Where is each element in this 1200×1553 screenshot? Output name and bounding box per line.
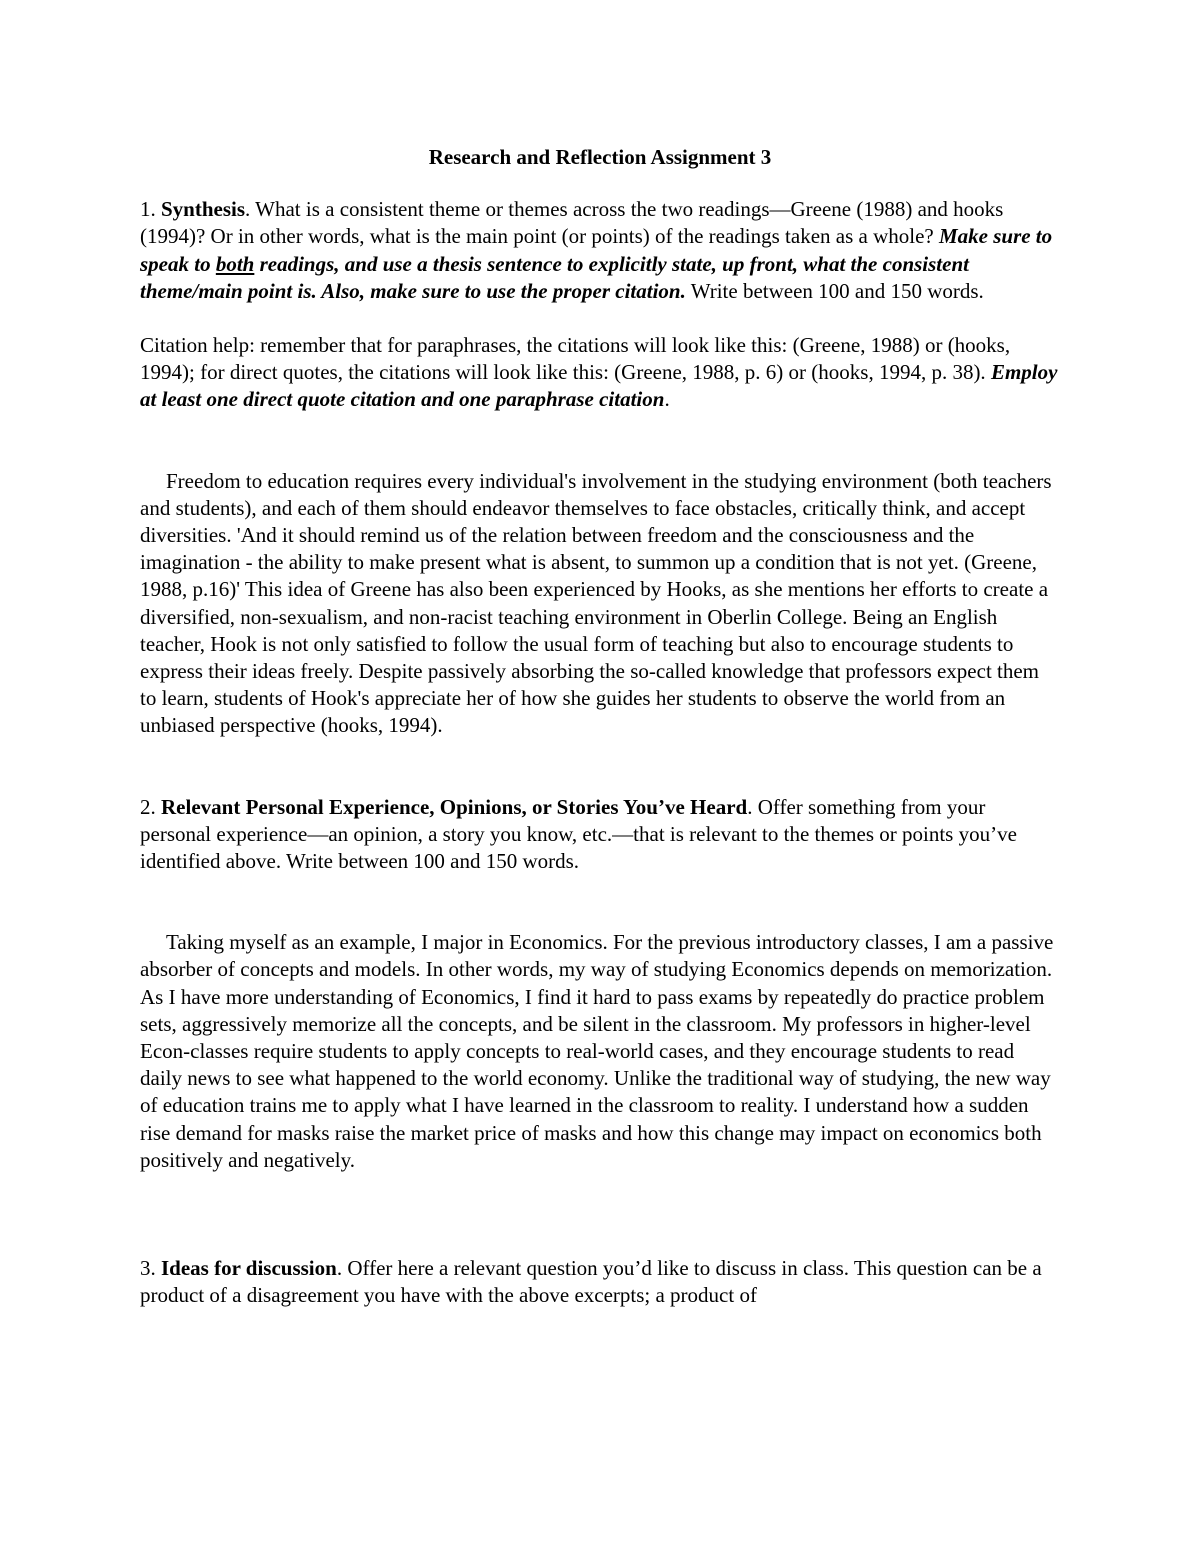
question-1-number: 1.: [140, 197, 156, 222]
question-2-number: 2.: [140, 794, 156, 819]
question-2-heading: Relevant Personal Experience, Opinions, or Stories You’ve Heard: [161, 794, 748, 819]
answer-2-paragraph: Taking myself as an example, I major in Economics. For the previous introductory classes, I am a passive absorber of concepts and models. In other words, my way of studying Economics depends on memorization. As I have more understanding of Economics, I find it hard to pass exams by repeatedly do practice problem sets, aggressively memorize all the concepts, and be silent in the classroom. My professors in higher-level Econ-classes require students to apply concepts to real-world cases, and they encourage students to read daily news to see what happened to the world economy. Unlike the traditional way of studying, the new way of education trains me to apply what I have learned in the classroom to reality. I understand how a sudden rise demand for masks raise the market price of masks and how this change may impact on economics both positively and negatively.: [140, 930, 1054, 1172]
citation-help: [140, 332, 1060, 414]
question-1: [140, 196, 1060, 305]
question-2-text: . Offer something from your personal experience—an opinion, a story you know, etc.—that is relevant to the themes or points you’ve identified above. Write between 100 and 150 words.: [140, 794, 1017, 874]
question-3-number: 3.: [140, 1256, 156, 1281]
question-3-text: . Offer here a relevant question you’d like to discuss in class. This question can be a product of a disagreement you have with the above excerpts; a product of: [140, 1256, 1042, 1308]
citation-help-text: Citation help: remember that for paraphrases, the citations will look like this: (Greene, 1988) or (hooks, 1994); for direct quotes, the citations will look like this: (Greene, 1988, p. 6) or (hooks, 1994, p. 38).: [140, 333, 1011, 385]
citation-help-emphasis: Employ at least one direct quote citation and one paraphrase citation: [140, 360, 1058, 412]
question-1-emphasis-a: Make sure to speak to: [140, 224, 1053, 276]
question-3-heading: Ideas for discussion: [161, 1256, 337, 1281]
question-1-heading: Synthesis: [161, 197, 246, 222]
question-1-emphasis-underline: both: [215, 251, 255, 276]
question-1-tail: Write between 100 and 150 words.: [685, 278, 984, 303]
question-3: [140, 1255, 1060, 1309]
page-title: Research and Reflection Assignment 3: [428, 145, 772, 169]
question-2: [140, 794, 1060, 876]
answer-1-paragraph: Freedom to education requires every individual's involvement in the studying environment (both teachers and students), and each of them should endeavor themselves to face obstacles, critically think, and accept diversities. 'And it should remind us of the relation between freedom and the consciousness and the imagination - the ability to make present what is absent, to summon up a condition that is not yet. (Greene, 1988, p.16)' This idea of Greene has also been experienced by Hooks, as she mentions her efforts to create a diversified, non-sexualism, and non-racist teaching environment in Oberlin College. Being an English teacher, Hook is not only satisfied to follow the usual form of teaching but also to encourage students to express their ideas freely. Despite passively absorbing the so-called knowledge that professors expect them to learn, students of Hook's appreciate her of how she guides her students to observe the world from an unbiased perspective (hooks, 1994).: [140, 468, 1052, 738]
citation-help-tail: .: [664, 387, 670, 412]
question-1-text: . What is a consistent theme or themes across the two readings—Greene (1988) and hooks (1994)? Or in other words, what is the main point (or points) of the readings taken as a whole?: [140, 197, 1004, 249]
question-1-emphasis-b: readings, and use a thesis sentence to explicitly state, up front, what the consistent theme/main point is. Also, make sure to use the proper citation.: [140, 251, 969, 303]
